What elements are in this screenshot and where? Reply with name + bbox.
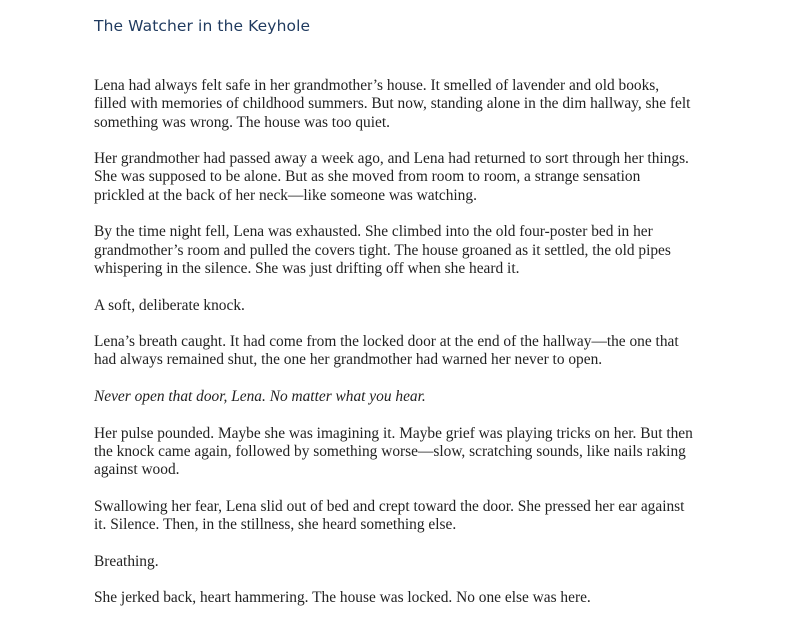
paragraph-9 xyxy=(94,553,734,571)
text-line: She jerked back, heart hammering. The house was locked. No one else was here. xyxy=(94,589,591,607)
text-line: By the time night fell, Lena was exhausted. She climbed into the old four-poster bed in her xyxy=(94,223,653,241)
paragraph-8 xyxy=(94,498,734,535)
text-line: A soft, deliberate knock. xyxy=(94,296,245,314)
text-line: Lena had always felt safe in her grandmother’s house. It smelled of lavender and old books, xyxy=(94,77,660,94)
text-line: filled with memories of childhood summers. But now, standing alone in the dim hallway, she felt xyxy=(94,95,691,113)
document-body xyxy=(94,77,734,626)
text-line: against wood. xyxy=(94,461,180,479)
document-title: The Watcher in the Keyhole xyxy=(94,17,311,35)
paragraph-3 xyxy=(94,223,734,278)
text-line: the knock came again, followed by something worse—slow, scratching sounds, like nails raking xyxy=(94,442,686,460)
text-line: prickled at the back of her neck—like someone was watching. xyxy=(94,186,477,204)
text-line: Lena’s breath caught. It had come from the locked door at the end of the hallway—the one that xyxy=(94,333,679,351)
text-line: whispering in the silence. She was just drifting off when she heard it. xyxy=(94,259,520,277)
text-line: grandmother’s room and pulled the covers tight. The house groaned as it settled, the old pipes xyxy=(94,241,671,259)
text-line: Swallowing her fear, Lena slid out of bed and crept toward the door. She pressed her ear against xyxy=(94,497,685,515)
paragraph-2 xyxy=(94,150,734,205)
paragraph-5 xyxy=(94,333,734,370)
paragraph-4 xyxy=(94,297,734,315)
text-line: She was supposed to be alone. But as she moved from room to room, a strange sensation xyxy=(94,168,641,186)
paragraph-6-italic-quote xyxy=(94,388,734,406)
text-line: it. Silence. Then, in the stillness, she heard something else. xyxy=(94,516,457,534)
paragraph-7 xyxy=(94,425,734,480)
text-line: Never open that door, Lena. No matter what you hear. xyxy=(94,388,426,406)
text-line: Her grandmother had passed away a week ago, and Lena had returned to sort through her things. xyxy=(94,150,689,168)
text-line: had always remained shut, the one her grandmother had warned her never to open. xyxy=(94,351,603,369)
text-line: something was wrong. The house was too quiet. xyxy=(94,113,390,131)
text-line: Breathing. xyxy=(94,552,159,570)
paragraph-10 xyxy=(94,589,734,607)
paragraph-1 xyxy=(94,77,734,132)
text-line: Her pulse pounded. Maybe she was imagining it. Maybe grief was playing tricks on her. But then xyxy=(94,424,693,442)
